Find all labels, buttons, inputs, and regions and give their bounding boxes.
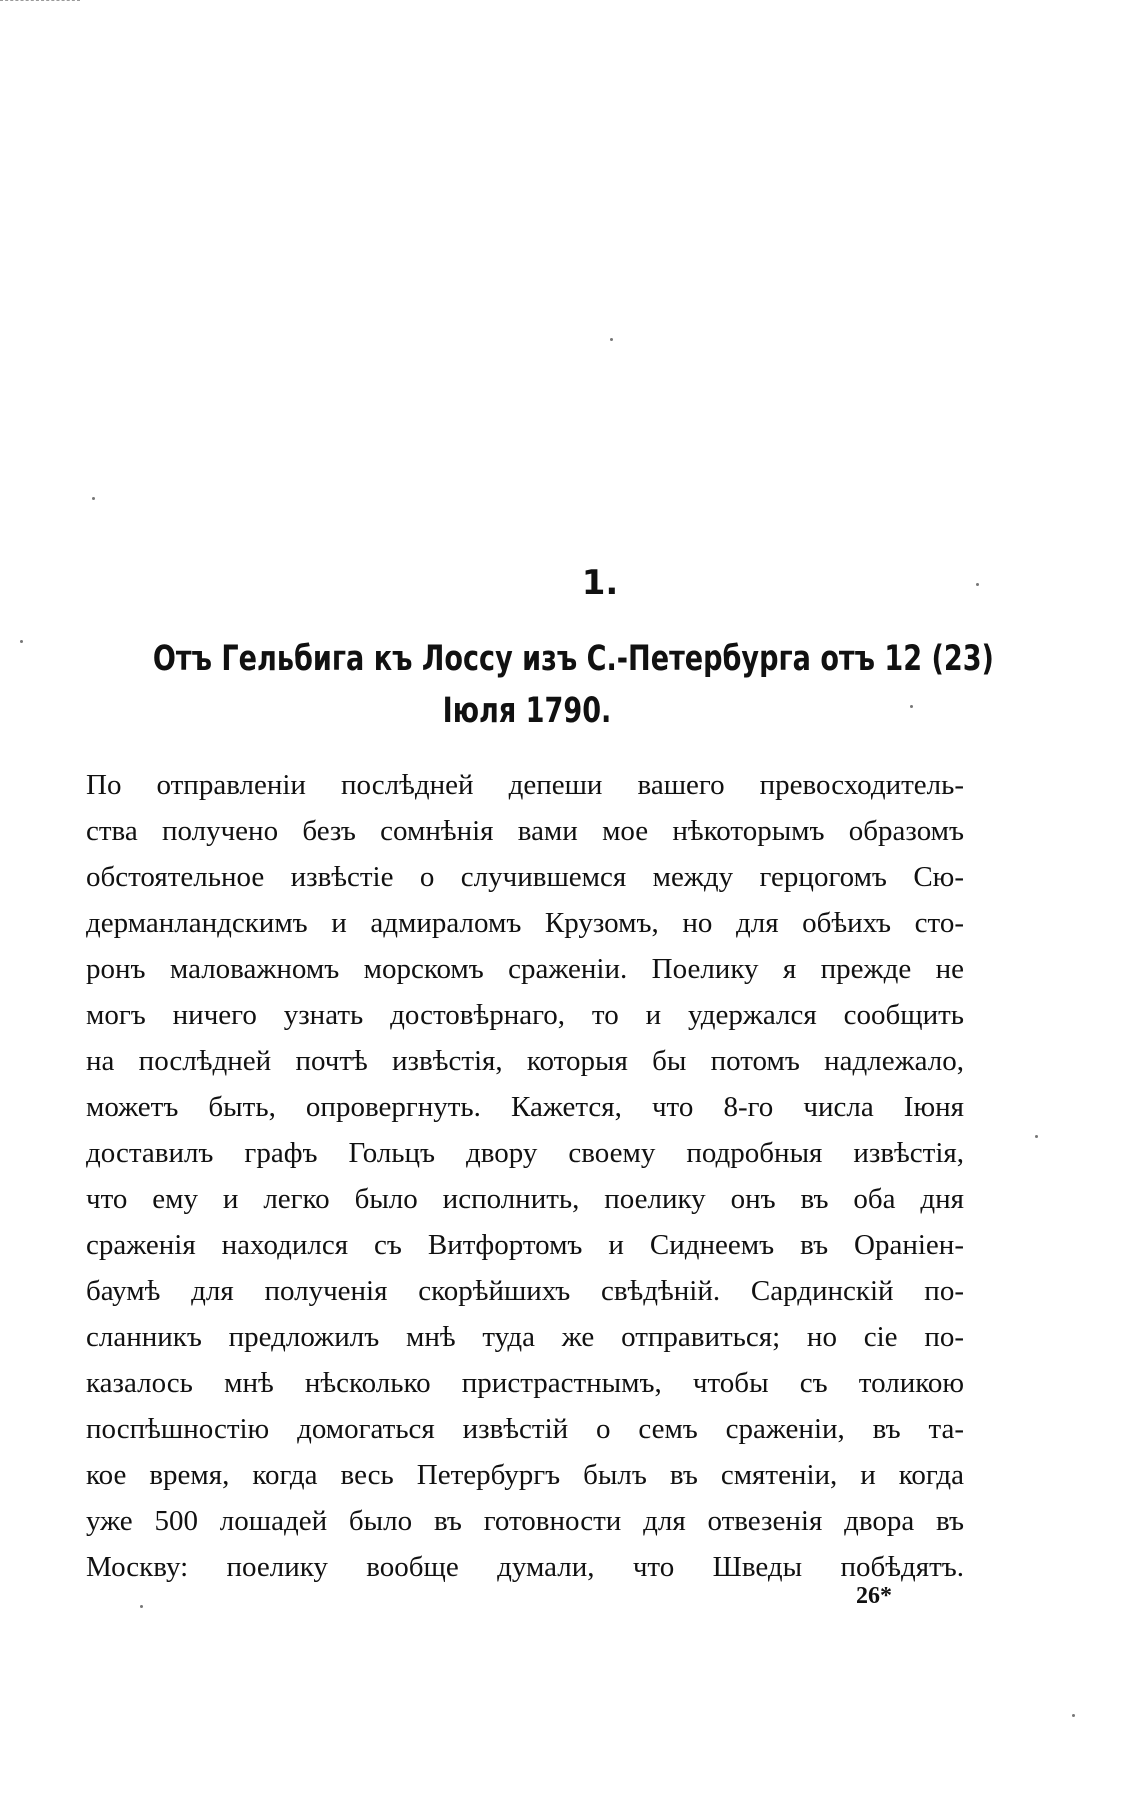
body-line: сраженія находился съ Витфортомъ и Сиднеемъ въ Ораніен- <box>86 1229 964 1261</box>
scan-speck <box>140 1605 143 1608</box>
body-line: сланникъ предложилъ мнѣ туда же отправиться; но сіе по- <box>86 1321 964 1353</box>
body-line: уже 500 лошадей было въ готовности для отвезенія двора въ <box>86 1505 964 1537</box>
body-line: Москву: поелику вообще думали, что Шведы побѣдятъ. <box>86 1551 964 1583</box>
body-line: кое время, когда весь Петербургъ былъ въ смятеніи, и когда <box>86 1459 964 1491</box>
body-line: доставилъ графъ Гольцъ двору своему подробныя извѣстія, <box>86 1137 964 1169</box>
body-line: можетъ быть, опровергнуть. Кажется, что 8-го числа Іюня <box>86 1091 964 1123</box>
document-heading <box>152 633 994 737</box>
body-line: дерманландскимъ и адмираломъ Крузомъ, но для обѣихъ сто- <box>86 907 964 939</box>
body-line: поспѣшностію домогаться извѣстій о семъ сраженіи, въ та- <box>86 1413 964 1445</box>
scan-speck <box>1072 1714 1075 1717</box>
body-line: ства получено безъ сомнѣнія вами мое нѣкоторымъ образомъ <box>86 815 964 847</box>
heading-line: Іюля 1790. <box>442 691 612 731</box>
body-line: что ему и легко было исполнить, поелику онъ въ оба дня <box>86 1183 964 1215</box>
body-line: на послѣдней почтѣ извѣстія, которыя бы потомъ надлежало, <box>86 1045 964 1077</box>
scan-speck <box>20 640 23 643</box>
scan-speck <box>92 497 95 500</box>
scan-speck <box>610 338 613 341</box>
signature-mark: 26* <box>856 1583 892 1609</box>
scan-speck <box>910 705 913 708</box>
body-line: казалось мнѣ нѣсколько пристрастнымъ, чтобы съ толикою <box>86 1367 964 1399</box>
scan-edge-mark <box>0 0 80 3</box>
body-line: обстоятельное извѣстіе о случившемся между герцогомъ Сю- <box>86 861 964 893</box>
body-line: По отправленіи послѣдней депеши вашего превосходитель- <box>86 769 964 801</box>
body-line: баумѣ для полученія скорѣйшихъ свѣдѣній. Сардинскій по- <box>86 1275 964 1307</box>
document-number: 1. <box>581 563 619 603</box>
body-line: могъ ничего узнать достовѣрнаго, то и удержался сообщить <box>86 999 964 1031</box>
body-paragraph <box>86 762 964 1590</box>
body-line: ронъ маловажномъ морскомъ сраженіи. Поелику я прежде не <box>86 953 964 985</box>
heading-line: Отъ Гельбига къ Лоссу изъ С.-Петербурга отъ 12 (23) <box>152 639 994 679</box>
scan-speck <box>1035 1135 1038 1138</box>
